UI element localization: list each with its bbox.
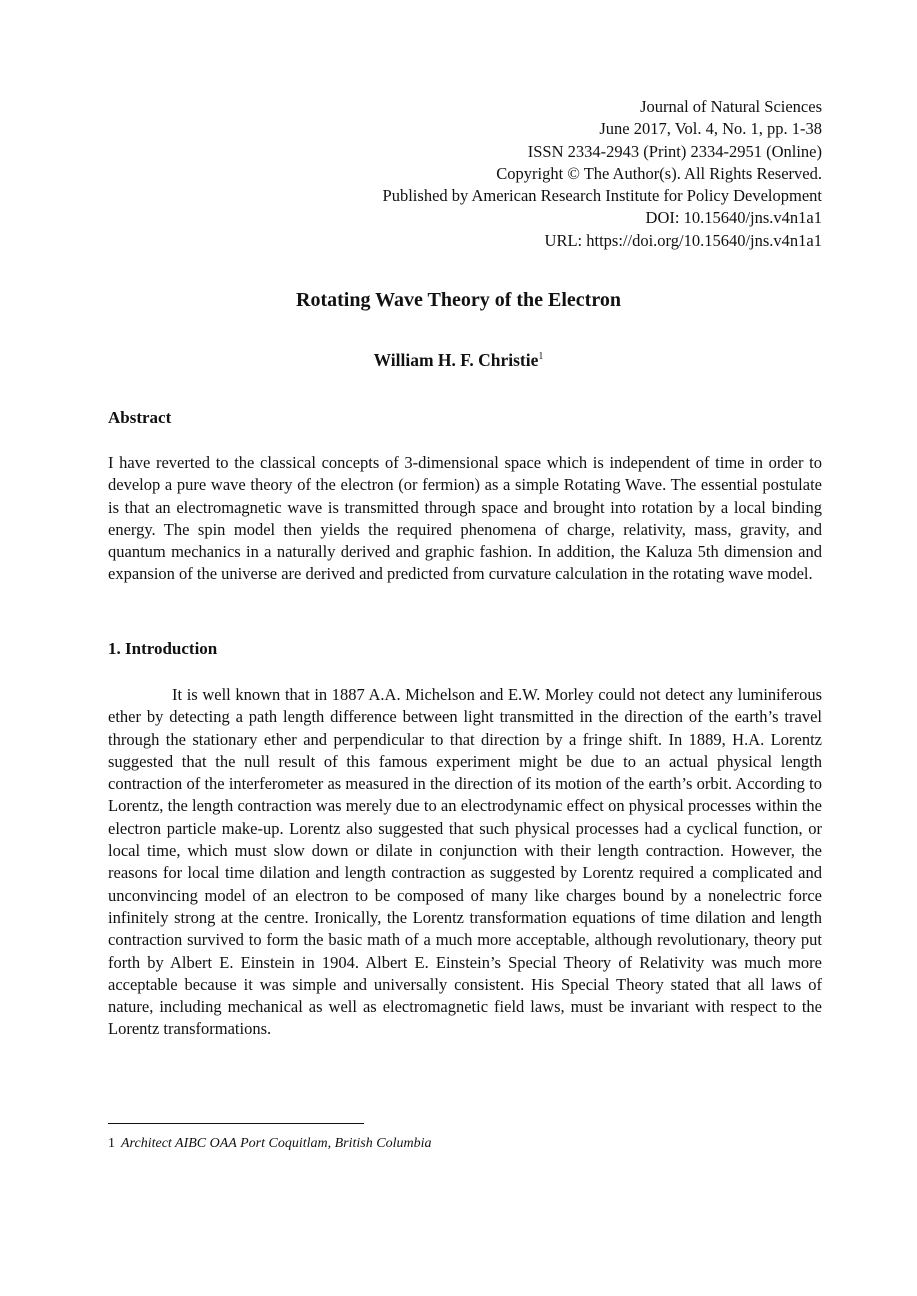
introduction-text: It is well known that in 1887 A.A. Michelson and E.W. Morley could not detect any luminiferous ether by detecting a path length difference between light transmitted in the direction of the earth’s travel through the stationary ether and perpendicular to that direction by a fringe shift. In 1889, H.A. Lorentz suggested that the null result of this famous experiment might be due to an actual physical length contraction of the interferometer as measured in the direction of its motion of the earth’s orbit. According to Lorentz, the length contraction was merely due to an electrodynamic effect on physical processes within the electron particle make-up. Lorentz also suggested that such physical processes had a cyclical function, or local time, which must slow down or dilate in conjunction with their length contraction. However, the reasons for local time dilation and length contraction as suggested by Lorentz required a complicated and unconvincing model of an electron to be composed of many like charges bound by a nonelectric force infinitely strong at the centre. Ironically, the Lorentz transformation equations of time dilation and length contraction survived to form the basic math of a much more acceptable, although revolutionary, theory put forth by Albert E. Einstein in 1904. Albert E. Einstein’s Special Theory of Relativity was much more acceptable because it was simple and universally consistent. His Special Theory stated that all laws of nature, including mechanical as well as electromagnetic field laws, must be invariant with respect to the Lorentz transformations. <box>108 685 822 1039</box>
footnote-mark: 1 <box>108 1136 115 1151</box>
journal-name: Journal of Natural Sciences <box>640 97 822 116</box>
author-line <box>0 345 917 375</box>
journal-copyright: Copyright © The Author(s). All Rights Reserved. <box>496 163 822 183</box>
journal-doi: DOI: 10.15640/jns.v4n1a1 <box>645 208 822 228</box>
paper-title: Rotating Wave Theory of the Electron <box>296 289 621 311</box>
journal-info-block <box>222 96 822 252</box>
introduction-heading: 1. Introduction <box>108 639 218 658</box>
abstract-text: I have reverted to the classical concepts of 3-dimensional space which is independent of time in order to develop a pure wave theory of the electron (or fermion) as a simple Rotating Wave. The essential postulate is that an electromagnetic wave is transmitted through space and brought into rotation by a local binding energy. The spin model then yields the required phenomena of charge, relativity, mass, gravity, and quantum mechanics in a naturally derived and graphic fashion. In addition, the Kaluza 5th dimension and expansion of the universe are derived and predicted from curvature calculation in the rotating wave model. <box>108 453 822 584</box>
abstract-heading: Abstract <box>108 408 172 427</box>
journal-url: URL: https://doi.org/10.15640/jns.v4n1a1 <box>544 230 822 250</box>
footnote-text: Architect AIBC OAA Port Coquitlam, British Columbia <box>121 1136 432 1151</box>
journal-publisher: Published by American Research Institute for Policy Development <box>382 186 822 206</box>
author-footnote-mark: 1 <box>538 351 544 363</box>
author-name: William H. F. Christie <box>373 350 539 370</box>
journal-issue: June 2017, Vol. 4, No. 1, pp. 1-38 <box>599 119 822 139</box>
footnote-divider <box>108 1123 364 1124</box>
footnote <box>108 1134 822 1154</box>
journal-issn: ISSN 2334-2943 (Print) 2334-2951 (Online) <box>527 141 822 161</box>
